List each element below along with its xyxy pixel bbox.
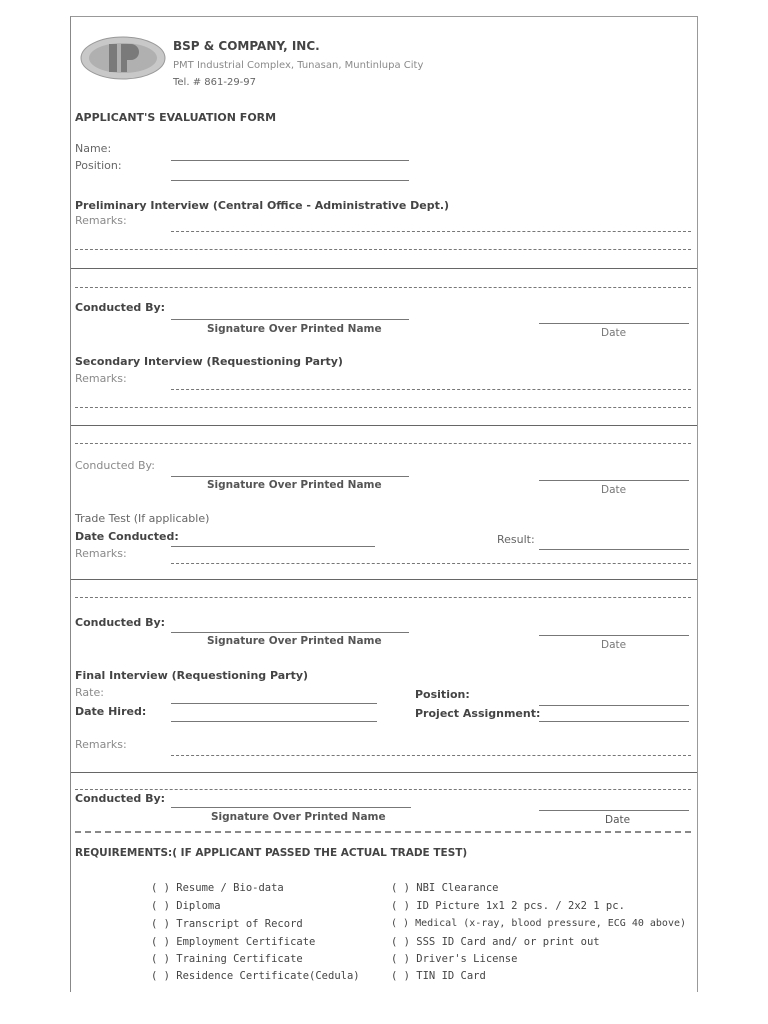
requirement-training-certificate[interactable]: ( ) Training Certificate xyxy=(151,953,303,965)
company-logo xyxy=(79,35,167,81)
form-sheet xyxy=(70,16,698,992)
rate-line[interactable] xyxy=(171,703,377,704)
trade-test-remarks-line-1[interactable] xyxy=(171,563,691,564)
trade-test-remarks-line-2[interactable] xyxy=(75,597,691,598)
preliminary-remarks-line-3[interactable] xyxy=(75,287,691,288)
requirement-medical[interactable]: ( ) Medical (x-ray, blood pressure, ECG 40 above) xyxy=(391,918,687,929)
preliminary-conducted-by-label: Conducted By: xyxy=(75,301,166,314)
final-date-caption: Date xyxy=(605,814,631,826)
trade-test-signature-caption: Signature Over Printed Name xyxy=(207,635,382,647)
preliminary-date-line[interactable] xyxy=(539,323,689,324)
name-line[interactable] xyxy=(171,160,409,161)
preliminary-remarks-line-1[interactable] xyxy=(171,231,691,232)
trade-test-signature-line[interactable] xyxy=(171,632,409,633)
separator xyxy=(71,268,697,269)
requirement-employment-certificate[interactable]: ( ) Employment Certificate xyxy=(151,936,316,948)
trade-test-heading: Trade Test (If applicable) xyxy=(75,512,210,525)
final-position-line[interactable] xyxy=(539,705,689,706)
date-conducted-line[interactable] xyxy=(171,546,375,547)
secondary-remarks-line-2[interactable] xyxy=(75,407,691,408)
final-remarks-line-2[interactable] xyxy=(75,789,691,790)
secondary-remarks-line-1[interactable] xyxy=(171,389,691,390)
rate-label: Rate: xyxy=(75,686,104,699)
requirement-transcript[interactable]: ( ) Transcript of Record xyxy=(151,918,303,930)
company-name: BSP & COMPANY, INC. xyxy=(173,39,320,53)
result-line[interactable] xyxy=(539,549,689,550)
requirement-residence-certificate[interactable]: ( ) Residence Certificate(Cedula) xyxy=(151,970,360,982)
secondary-conducted-by-label: Conducted By: xyxy=(75,459,155,472)
secondary-date-caption: Date xyxy=(601,484,627,496)
preliminary-date-caption: Date xyxy=(601,327,627,339)
company-address: PMT Industrial Complex, Tunasan, Muntinlupa City xyxy=(173,60,424,71)
preliminary-remarks-line-2[interactable] xyxy=(75,249,691,250)
requirement-nbi-clearance[interactable]: ( ) NBI Clearance xyxy=(391,882,499,894)
requirement-diploma[interactable]: ( ) Diploma xyxy=(151,900,221,912)
position-line[interactable] xyxy=(171,180,409,181)
separator xyxy=(71,579,697,580)
secondary-date-line[interactable] xyxy=(539,480,689,481)
trade-test-remarks-label: Remarks: xyxy=(75,547,127,560)
date-hired-line[interactable] xyxy=(171,721,377,722)
project-assignment-label: Project Assignment: xyxy=(415,707,541,720)
date-hired-label: Date Hired: xyxy=(75,705,147,718)
requirement-tin-id[interactable]: ( ) TIN ID Card xyxy=(391,970,486,982)
final-signature-line[interactable] xyxy=(171,807,411,808)
date-conducted-label: Date Conducted: xyxy=(75,530,179,543)
requirement-resume[interactable]: ( ) Resume / Bio-data xyxy=(151,882,284,894)
secondary-remarks-label: Remarks: xyxy=(75,372,127,385)
requirement-id-picture[interactable]: ( ) ID Picture 1x1 2 pcs. / 2x2 1 pc. xyxy=(391,900,625,912)
trade-test-date-caption: Date xyxy=(601,639,627,651)
company-tel: Tel. # 861-29-97 xyxy=(173,77,257,88)
secondary-signature-line[interactable] xyxy=(171,476,409,477)
separator xyxy=(71,772,697,773)
requirements-heading: REQUIREMENTS:( IF APPLICANT PASSED THE ACTUAL TRADE TEST) xyxy=(75,847,468,859)
final-heading: Final Interview (Requestioning Party) xyxy=(75,669,309,682)
secondary-remarks-line-3[interactable] xyxy=(75,443,691,444)
preliminary-signature-caption: Signature Over Printed Name xyxy=(207,323,382,335)
final-conducted-by-label: Conducted By: xyxy=(75,792,166,805)
trade-test-conducted-by-label: Conducted By: xyxy=(75,616,166,629)
position-label: Position: xyxy=(75,159,122,172)
preliminary-remarks-label: Remarks: xyxy=(75,214,127,227)
final-position-label: Position: xyxy=(415,688,470,701)
result-label: Result: xyxy=(497,533,535,546)
preliminary-signature-line[interactable] xyxy=(171,319,409,320)
final-date-line[interactable] xyxy=(539,810,689,811)
trade-test-date-line[interactable] xyxy=(539,635,689,636)
requirements-divider xyxy=(75,831,691,833)
separator xyxy=(71,425,697,426)
requirement-drivers-license[interactable]: ( ) Driver's License xyxy=(391,953,518,965)
secondary-signature-caption: Signature Over Printed Name xyxy=(207,479,382,491)
final-remarks-label: Remarks: xyxy=(75,738,127,751)
form-title: APPLICANT'S EVALUATION FORM xyxy=(75,111,277,124)
final-remarks-line-1[interactable] xyxy=(171,755,691,756)
final-signature-caption: Signature Over Printed Name xyxy=(211,811,386,823)
project-assignment-line[interactable] xyxy=(539,721,689,722)
requirement-sss-id[interactable]: ( ) SSS ID Card and/ or print out xyxy=(391,936,600,948)
name-label: Name: xyxy=(75,142,112,155)
secondary-heading: Secondary Interview (Requestioning Party) xyxy=(75,355,343,368)
preliminary-heading: Preliminary Interview (Central Office - Administrative Dept.) xyxy=(75,199,450,212)
